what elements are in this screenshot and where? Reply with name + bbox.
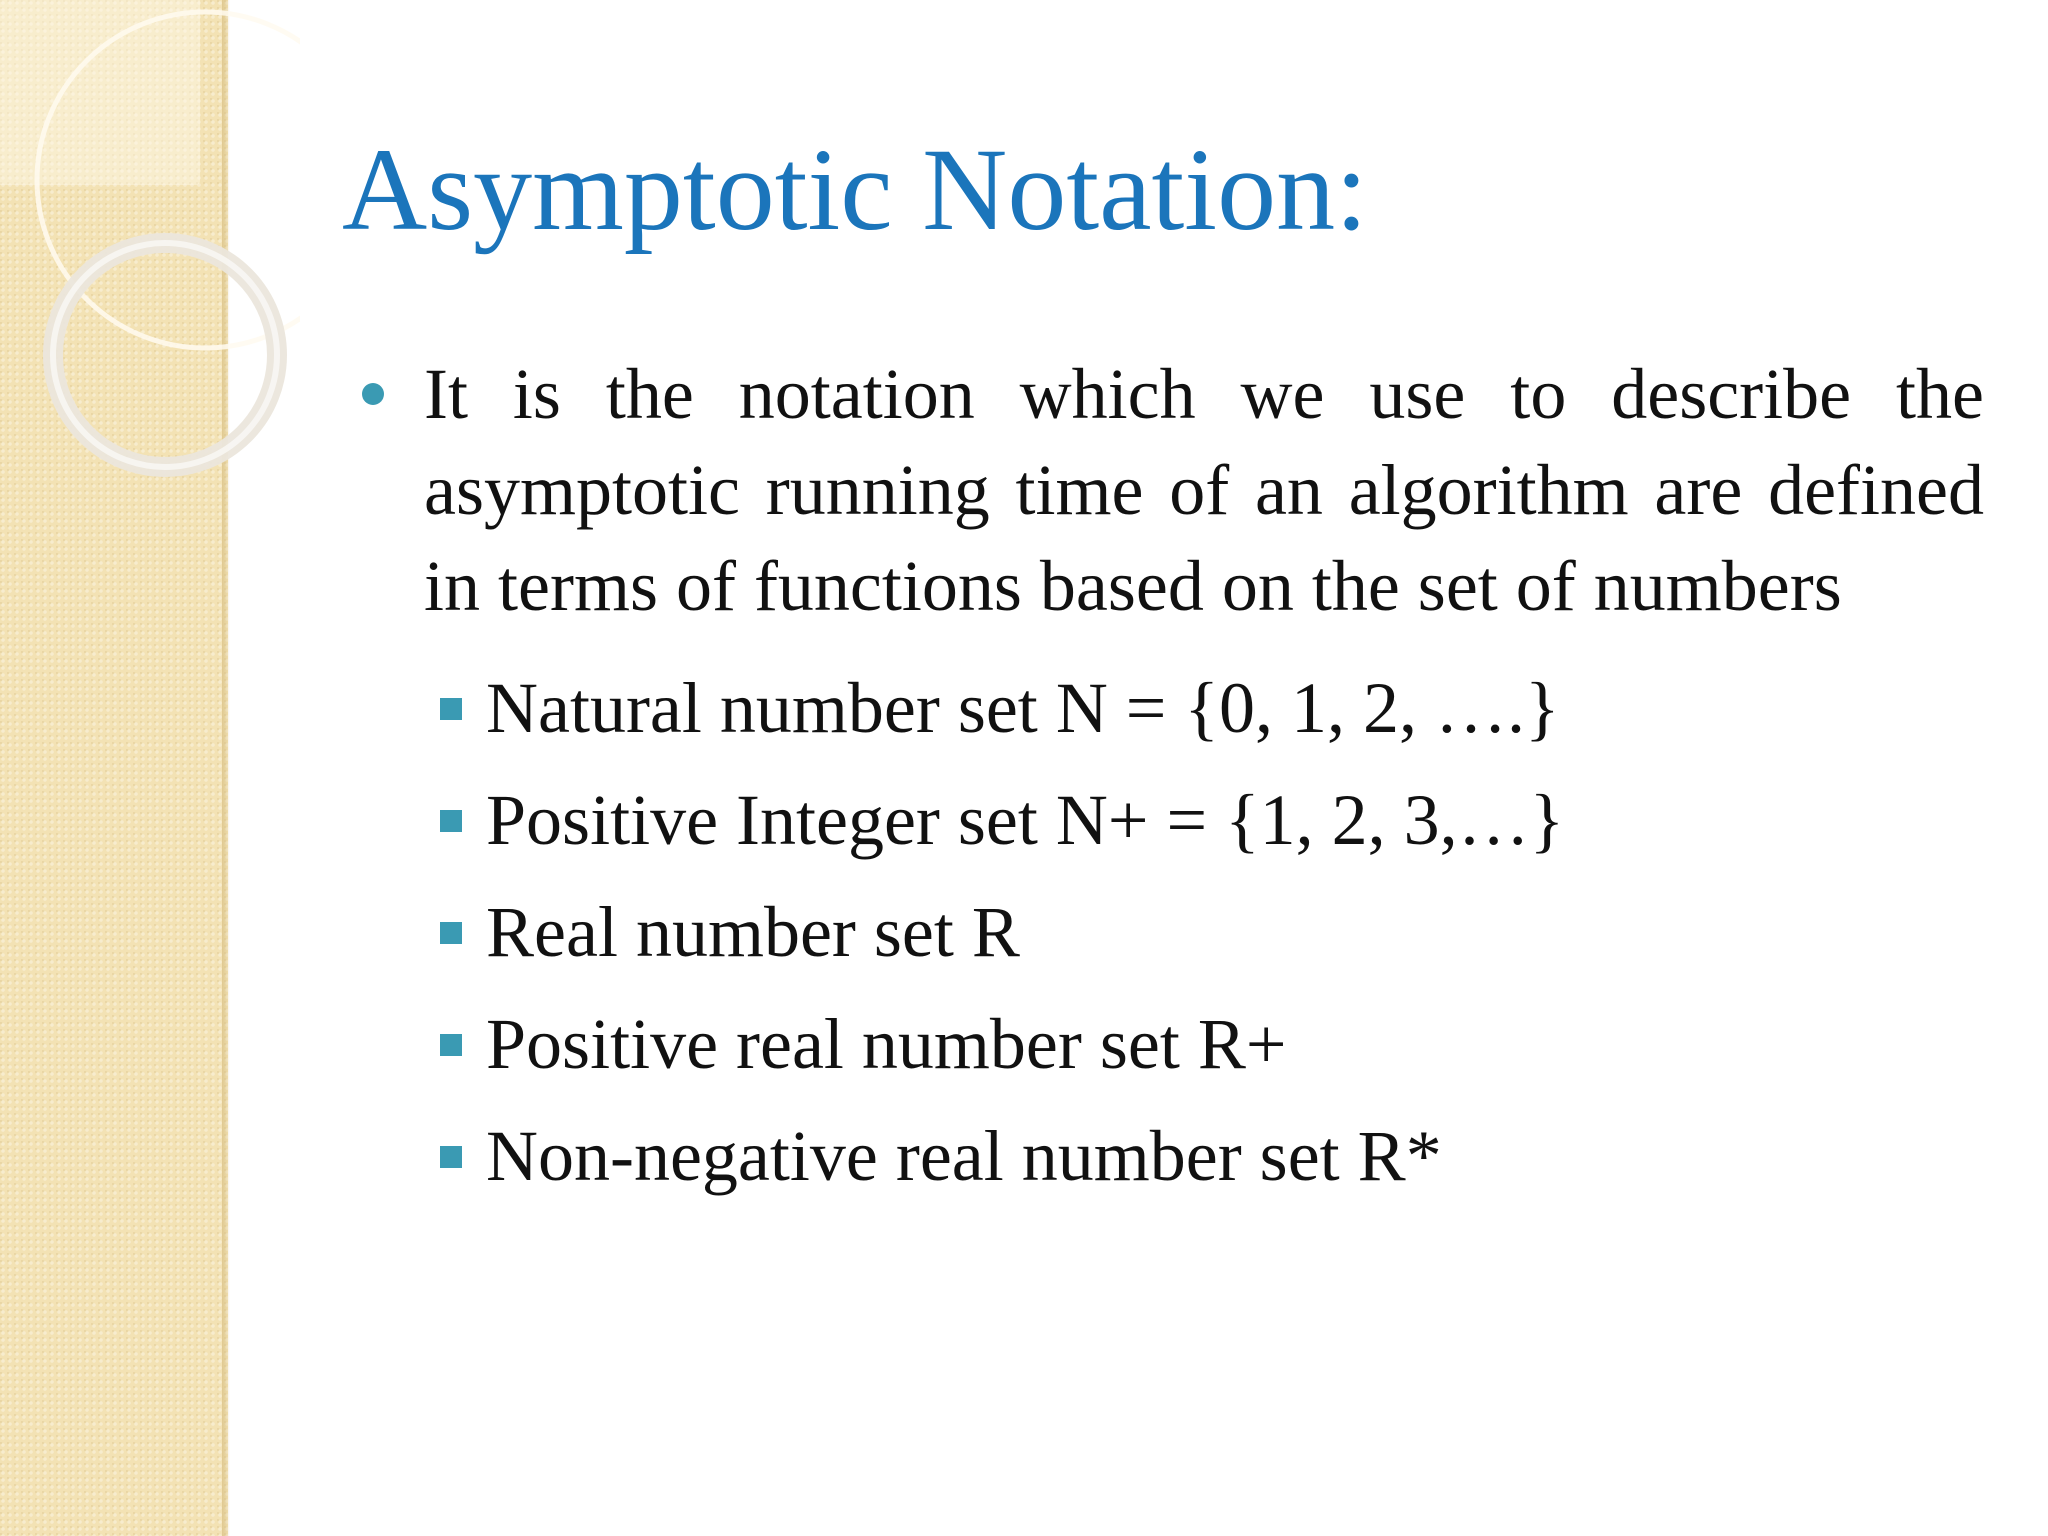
slide-title: Asymptotic Notation: — [342, 124, 1368, 255]
square-bullet-icon — [440, 922, 462, 944]
sub-bullet-positive-reals — [348, 988, 1984, 1100]
main-bullet — [348, 346, 1984, 634]
square-bullet-icon — [440, 810, 462, 832]
round-bullet-icon — [362, 383, 384, 405]
square-bullet-icon — [440, 698, 462, 720]
sub-bullet-text: Positive real number set R+ — [486, 1004, 1287, 1084]
sub-bullet-real-numbers — [348, 876, 1984, 988]
sub-bullet-text: Natural number set N = {0, 1, 2, ….} — [486, 668, 1560, 748]
slide-body — [348, 346, 1984, 1212]
ring-decoration-icon — [0, 0, 300, 520]
square-bullet-icon — [440, 1146, 462, 1168]
sub-bullet-text: Non-negative real number set R* — [486, 1116, 1442, 1196]
sub-bullet-text: Real number set R — [486, 892, 1020, 972]
sub-bullet-positive-integers — [348, 764, 1984, 876]
sub-bullet-natural-numbers — [348, 652, 1984, 764]
sub-bullet-list — [348, 652, 1984, 1212]
main-bullet-text: It is the notation which we use to describe the asymptotic running time of an algorithm are defined in terms of functions based on the set of numbers — [424, 354, 1984, 626]
square-bullet-icon — [440, 1034, 462, 1056]
sub-bullet-text: Positive Integer set N+ = {1, 2, 3,…} — [486, 780, 1565, 860]
sub-bullet-non-negative-reals — [348, 1100, 1984, 1212]
